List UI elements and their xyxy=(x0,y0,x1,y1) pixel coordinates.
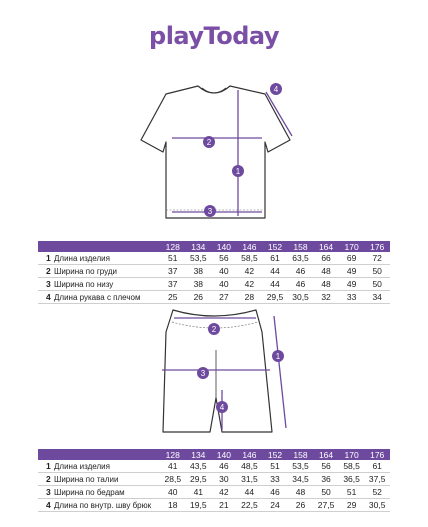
cell: 29,5 xyxy=(186,473,212,486)
cell: 48,5 xyxy=(237,460,263,473)
cell: 30,5 xyxy=(288,291,314,304)
cell: 29 xyxy=(339,499,365,512)
cell: 34 xyxy=(364,291,390,304)
row-label: Ширина по бедрам xyxy=(54,486,160,499)
svg-text:4: 4 xyxy=(219,403,225,412)
svg-text:2: 2 xyxy=(206,138,212,147)
cell: 37 xyxy=(160,265,186,278)
row-number: 1 xyxy=(38,460,54,473)
row-label: Длина рукава с плечом xyxy=(54,291,160,304)
cell: 22,5 xyxy=(237,499,263,512)
row-number: 4 xyxy=(38,291,54,304)
cell: 36,5 xyxy=(339,473,365,486)
cell: 21 xyxy=(211,499,237,512)
table-row xyxy=(38,473,390,486)
size-header: 152 xyxy=(262,241,288,252)
size-header: 128 xyxy=(160,241,186,252)
tshirt-marker-3 xyxy=(204,205,216,217)
row-number: 2 xyxy=(38,265,54,278)
row-number: 3 xyxy=(38,486,54,499)
brand-logo: playToday xyxy=(149,22,279,50)
cell: 38 xyxy=(186,278,212,291)
cell: 24 xyxy=(262,499,288,512)
cell: 69 xyxy=(339,252,365,265)
cell: 40 xyxy=(160,486,186,499)
cell: 30 xyxy=(211,473,237,486)
cell: 30,5 xyxy=(364,499,390,512)
cell: 56 xyxy=(211,252,237,265)
cell: 50 xyxy=(364,278,390,291)
size-header: 176 xyxy=(364,241,390,252)
svg-text:3: 3 xyxy=(200,369,206,378)
cell: 40 xyxy=(211,278,237,291)
cell: 49 xyxy=(339,278,365,291)
cell: 41 xyxy=(186,486,212,499)
cell: 48 xyxy=(313,278,339,291)
shorts-marker-1 xyxy=(272,350,284,362)
size-header: 164 xyxy=(313,241,339,252)
cell: 63,5 xyxy=(288,252,314,265)
cell: 46 xyxy=(288,265,314,278)
table-header-row xyxy=(38,449,390,460)
cell: 44 xyxy=(262,265,288,278)
size-header: 176 xyxy=(364,449,390,460)
svg-text:3: 3 xyxy=(207,207,213,216)
cell: 38 xyxy=(186,265,212,278)
shorts-size-table xyxy=(38,449,390,512)
cell: 26 xyxy=(186,291,212,304)
cell: 46 xyxy=(288,278,314,291)
size-header: 134 xyxy=(186,241,212,252)
size-header: 128 xyxy=(160,449,186,460)
svg-text:4: 4 xyxy=(273,85,279,94)
size-header: 152 xyxy=(262,449,288,460)
shorts-sketch xyxy=(0,305,428,440)
tshirt-marker-4 xyxy=(270,83,282,95)
cell: 50 xyxy=(364,265,390,278)
size-header: 140 xyxy=(211,449,237,460)
cell: 33 xyxy=(262,473,288,486)
table-row xyxy=(38,486,390,499)
table-row xyxy=(38,291,390,304)
cell: 37 xyxy=(160,278,186,291)
shorts-marker-4 xyxy=(216,401,228,413)
svg-text:1: 1 xyxy=(235,167,241,176)
cell: 51 xyxy=(160,252,186,265)
cell: 48 xyxy=(288,486,314,499)
cell: 33 xyxy=(339,291,365,304)
cell: 29,5 xyxy=(262,291,288,304)
row-number: 4 xyxy=(38,499,54,512)
cell: 40 xyxy=(211,265,237,278)
table-row xyxy=(38,460,390,473)
cell: 42 xyxy=(211,486,237,499)
cell: 72 xyxy=(364,252,390,265)
row-number: 2 xyxy=(38,473,54,486)
row-label: Длина изделия xyxy=(54,252,160,265)
row-number: 3 xyxy=(38,278,54,291)
cell: 28,5 xyxy=(160,473,186,486)
table-row xyxy=(38,265,390,278)
cell: 61 xyxy=(262,252,288,265)
cell: 31,5 xyxy=(237,473,263,486)
cell: 34,5 xyxy=(288,473,314,486)
cell: 46 xyxy=(262,486,288,499)
tshirt-marker-1 xyxy=(232,165,244,177)
cell: 50 xyxy=(313,486,339,499)
cell: 25 xyxy=(160,291,186,304)
shorts-marker-3 xyxy=(197,367,209,379)
tshirt-size-table xyxy=(38,241,390,304)
cell: 48 xyxy=(313,265,339,278)
table-row xyxy=(38,499,390,512)
row-label: Ширина по низу xyxy=(54,278,160,291)
table-row xyxy=(38,278,390,291)
cell: 51 xyxy=(339,486,365,499)
cell: 61 xyxy=(364,460,390,473)
row-label: Длина по внутр. шву брюк xyxy=(54,499,160,512)
shorts-marker-2 xyxy=(208,323,220,335)
table-header-row xyxy=(38,241,390,252)
tshirt-marker-2 xyxy=(203,136,215,148)
cell: 46 xyxy=(211,460,237,473)
cell: 36 xyxy=(313,473,339,486)
cell: 41 xyxy=(160,460,186,473)
cell: 53,5 xyxy=(288,460,314,473)
cell: 58,5 xyxy=(237,252,263,265)
cell: 58,5 xyxy=(339,460,365,473)
size-header: 158 xyxy=(288,449,314,460)
cell: 26 xyxy=(288,499,314,512)
cell: 37,5 xyxy=(364,473,390,486)
size-header: 146 xyxy=(237,449,263,460)
cell: 32 xyxy=(313,291,339,304)
size-header: 140 xyxy=(211,241,237,252)
cell: 44 xyxy=(262,278,288,291)
size-header: 158 xyxy=(288,241,314,252)
svg-text:2: 2 xyxy=(211,325,217,334)
size-header: 164 xyxy=(313,449,339,460)
cell: 18 xyxy=(160,499,186,512)
cell: 52 xyxy=(364,486,390,499)
cell: 43,5 xyxy=(186,460,212,473)
cell: 51 xyxy=(262,460,288,473)
tshirt-sketch xyxy=(0,78,428,228)
size-header: 134 xyxy=(186,449,212,460)
cell: 19,5 xyxy=(186,499,212,512)
svg-text:1: 1 xyxy=(275,352,281,361)
cell: 56 xyxy=(313,460,339,473)
cell: 66 xyxy=(313,252,339,265)
row-label: Ширина по груди xyxy=(54,265,160,278)
size-header: 170 xyxy=(339,241,365,252)
size-header: 146 xyxy=(237,241,263,252)
cell: 28 xyxy=(237,291,263,304)
table-row xyxy=(38,252,390,265)
cell: 27 xyxy=(211,291,237,304)
cell: 53,5 xyxy=(186,252,212,265)
row-label: Длина изделия xyxy=(54,460,160,473)
cell: 42 xyxy=(237,265,263,278)
size-header: 170 xyxy=(339,449,365,460)
row-label: Ширина по талии xyxy=(54,473,160,486)
cell: 44 xyxy=(237,486,263,499)
cell: 42 xyxy=(237,278,263,291)
cell: 49 xyxy=(339,265,365,278)
row-number: 1 xyxy=(38,252,54,265)
cell: 27,5 xyxy=(313,499,339,512)
